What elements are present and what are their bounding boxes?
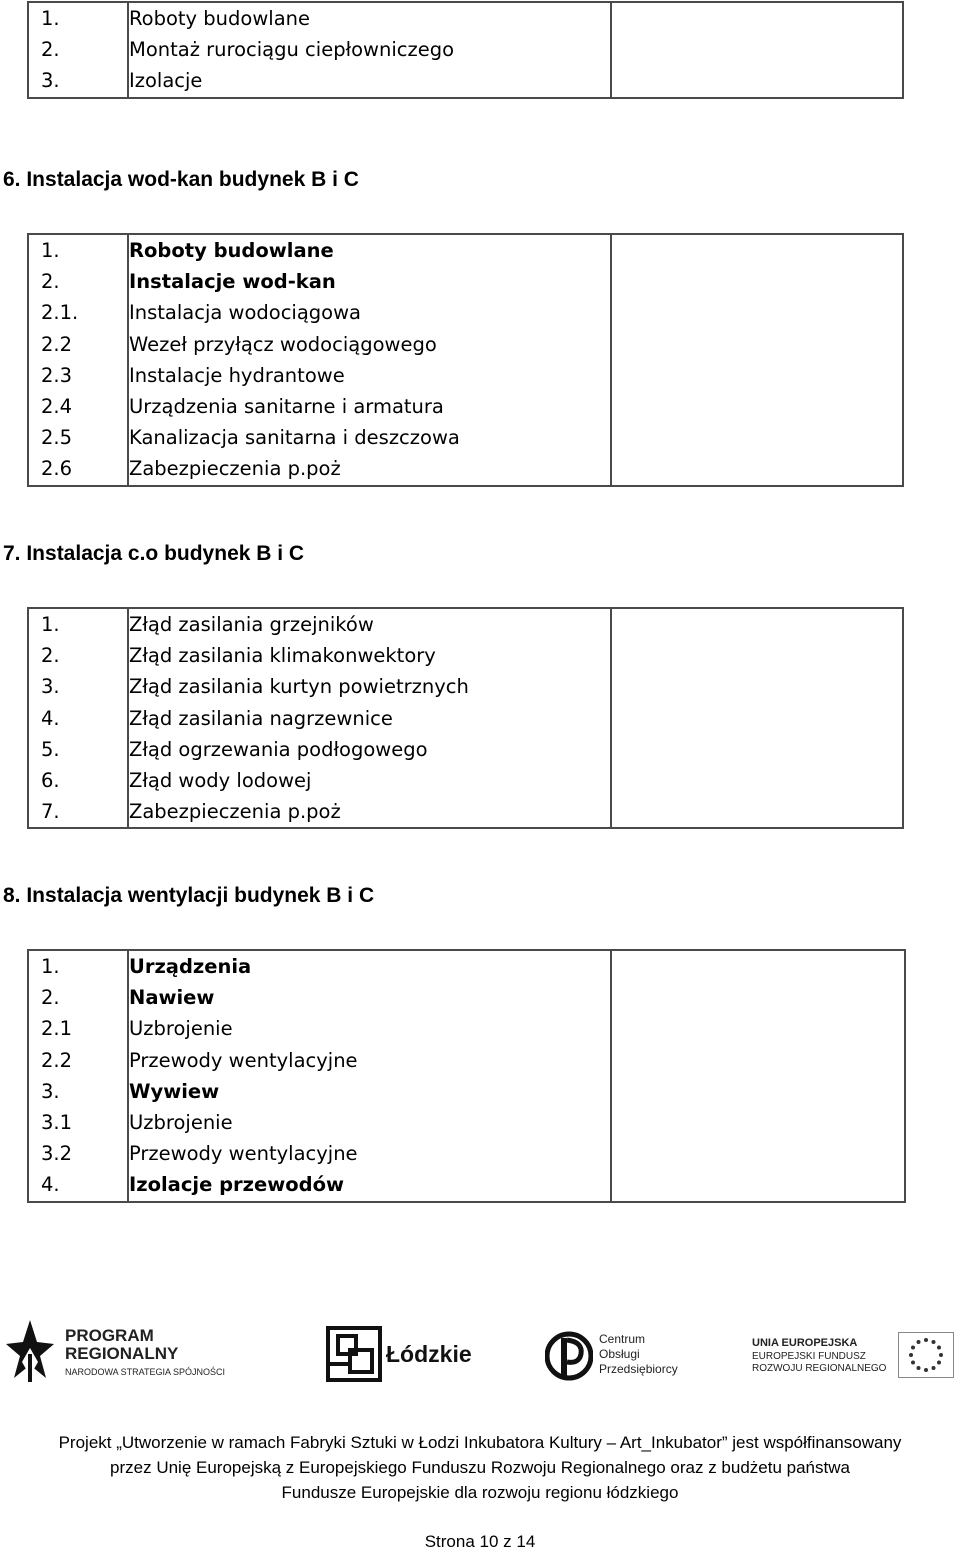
logo-strip [0, 1312, 960, 1392]
row-label: Urządzenia [129, 955, 252, 978]
row-number: 1. [41, 613, 60, 636]
section7-table [27, 607, 904, 829]
eu-star-icon [924, 1338, 928, 1342]
row-label: Izolacje [129, 69, 203, 93]
eu-star-icon [937, 1361, 941, 1365]
program-line1: PROGRAM [65, 1326, 154, 1345]
number-column [28, 950, 128, 1202]
row-label: Izolacje przewodów [129, 1173, 345, 1197]
eu-flag-icon [898, 1332, 954, 1378]
centrum-line3: Przedsiębiorcy [599, 1362, 678, 1376]
eu-logo [752, 1312, 957, 1388]
centrum-logo [545, 1312, 678, 1388]
program-regionalny-logo [4, 1312, 226, 1388]
row-number: 7. [41, 800, 60, 824]
row-label: Montaż rurociągu ciepłowniczego [129, 38, 455, 62]
label-column [128, 2, 611, 98]
table-row [28, 950, 905, 1202]
row-label: Roboty budowlane [129, 239, 334, 262]
row-number: 2.1 [41, 1017, 73, 1041]
row-number: 2.1. [41, 301, 79, 325]
row-label: Uzbrojenie [129, 1110, 233, 1134]
table-row [28, 2, 903, 98]
row-number: 4. [41, 1173, 60, 1197]
page-number: Strona 10 z 14 [424, 1532, 536, 1551]
lodzkie-text: Łódzkie [386, 1341, 472, 1367]
row-label: Kanalizacja sanitarna i deszczowa [129, 426, 460, 450]
row-label: Przewody wentylacyjne [129, 1142, 358, 1166]
row-label: Złąd ogrzewania podłogowego [129, 737, 428, 761]
eu-star-icon [911, 1361, 915, 1365]
row-number: 3. [41, 69, 60, 93]
row-number: 3. [41, 675, 60, 699]
row-label: Złąd zasilania nagrzewnice [129, 706, 393, 730]
row-label: Urządzenia sanitarne i armatura [129, 394, 444, 418]
label-column [128, 234, 611, 486]
row-label: Nawiew [129, 986, 215, 1010]
empty-column [611, 950, 905, 1202]
lodzkie-emblem-icon [326, 1326, 382, 1382]
section6-heading: 6. Instalacja wod-kan budynek B i C [3, 168, 359, 191]
centrum-p-icon [545, 1330, 593, 1382]
table-row [28, 608, 903, 828]
program-line3: NARODOWA STRATEGIA SPÓJNOŚCI [65, 1367, 226, 1377]
lodzkie-logo [326, 1312, 476, 1388]
row-label: Zabezpieczenia p.poż [129, 800, 341, 824]
empty-column [611, 234, 903, 486]
row-number: 2.2 [41, 1048, 73, 1072]
eu-star-icon [939, 1353, 943, 1357]
number-column [28, 608, 128, 828]
eu-star-icon [932, 1340, 936, 1344]
row-number: 2.3 [41, 363, 73, 387]
row-number: 2. [41, 270, 60, 294]
row-number: 1. [41, 239, 60, 262]
row-number: 4. [41, 706, 60, 730]
eu-star-icon [909, 1353, 913, 1357]
section8-heading: 8. Instalacja wentylacji budynek B i C [3, 884, 375, 907]
empty-column [611, 608, 903, 828]
row-number: 2. [41, 644, 60, 668]
row-number: 3.1 [41, 1110, 73, 1134]
row-number: 1. [41, 7, 60, 30]
row-label: Instalacje wod-kan [129, 270, 336, 294]
row-number: 2.6 [41, 457, 73, 481]
row-number: 2. [41, 38, 60, 62]
eu-star-icon [917, 1340, 921, 1344]
number-column [28, 2, 128, 98]
table-row [28, 234, 903, 486]
row-number: 6. [41, 768, 60, 792]
row-number: 3. [41, 1079, 60, 1103]
label-column [128, 950, 611, 1202]
footer-line3: Fundusze Europejskie dla rozwoju regionu łódzkiego [281, 1483, 679, 1502]
eu-line3: ROZWOJU REGIONALNEGO [752, 1363, 887, 1374]
section6-table [27, 233, 904, 487]
row-label: Złąd wody lodowej [129, 768, 312, 792]
footer-line1: Projekt „Utworzenie w ramach Fabryki Sztuki w Łodzi Inkubatora Kultury – Art_Inkubator” jest współfinansowany [58, 1433, 902, 1452]
row-number: 1. [41, 955, 60, 978]
eu-line2: EUROPEJSKI FUNDUSZ [752, 1351, 866, 1362]
footer [0, 1430, 960, 1505]
row-label: Instalacja wodociągowa [129, 301, 362, 325]
eu-line1: UNIA EUROPEJSKA [752, 1337, 858, 1349]
eu-star-icon [917, 1366, 921, 1370]
number-column [28, 234, 128, 486]
program-star-icon [4, 1318, 56, 1388]
empty-column [611, 2, 903, 98]
row-number: 2.5 [41, 426, 73, 450]
row-label: Uzbrojenie [129, 1017, 233, 1041]
row-number: 2. [41, 986, 60, 1010]
row-number: 3.2 [41, 1142, 73, 1166]
footer-line2: przez Unię Europejską z Europejskiego Funduszu Rozwoju Regionalnego oraz z budżetu państwa [110, 1458, 850, 1477]
section8-table [27, 949, 906, 1203]
row-label: Przewody wentylacyjne [129, 1048, 358, 1072]
row-label: Zabezpieczenia p.poż [129, 457, 341, 481]
label-column [128, 608, 611, 828]
row-label: Instalacje hydrantowe [129, 363, 345, 387]
row-label: Złąd zasilania kurtyn powietrznych [129, 675, 469, 699]
eu-star-icon [924, 1368, 928, 1372]
row-label: Wezeł przyłącz wodociągowego [129, 332, 437, 356]
row-label: Złąd zasilania grzejników [129, 613, 374, 636]
row-label: Wywiew [129, 1079, 220, 1103]
eu-star-icon [937, 1346, 941, 1350]
row-label: Złąd zasilania klimakonwektory [129, 644, 436, 668]
centrum-line1: Centrum [599, 1332, 646, 1346]
section7-heading: 7. Instalacja c.o budynek B i C [3, 542, 305, 565]
row-number: 2.2 [41, 332, 73, 356]
row-number: 5. [41, 737, 60, 761]
row-number: 2.4 [41, 394, 73, 418]
row-label: Roboty budowlane [129, 7, 311, 30]
program-line2: REGIONALNY [65, 1344, 179, 1363]
eu-star-icon [911, 1346, 915, 1350]
centrum-line2: Obsługi [599, 1347, 640, 1361]
eu-star-icon [932, 1366, 936, 1370]
section5-table [27, 1, 904, 99]
